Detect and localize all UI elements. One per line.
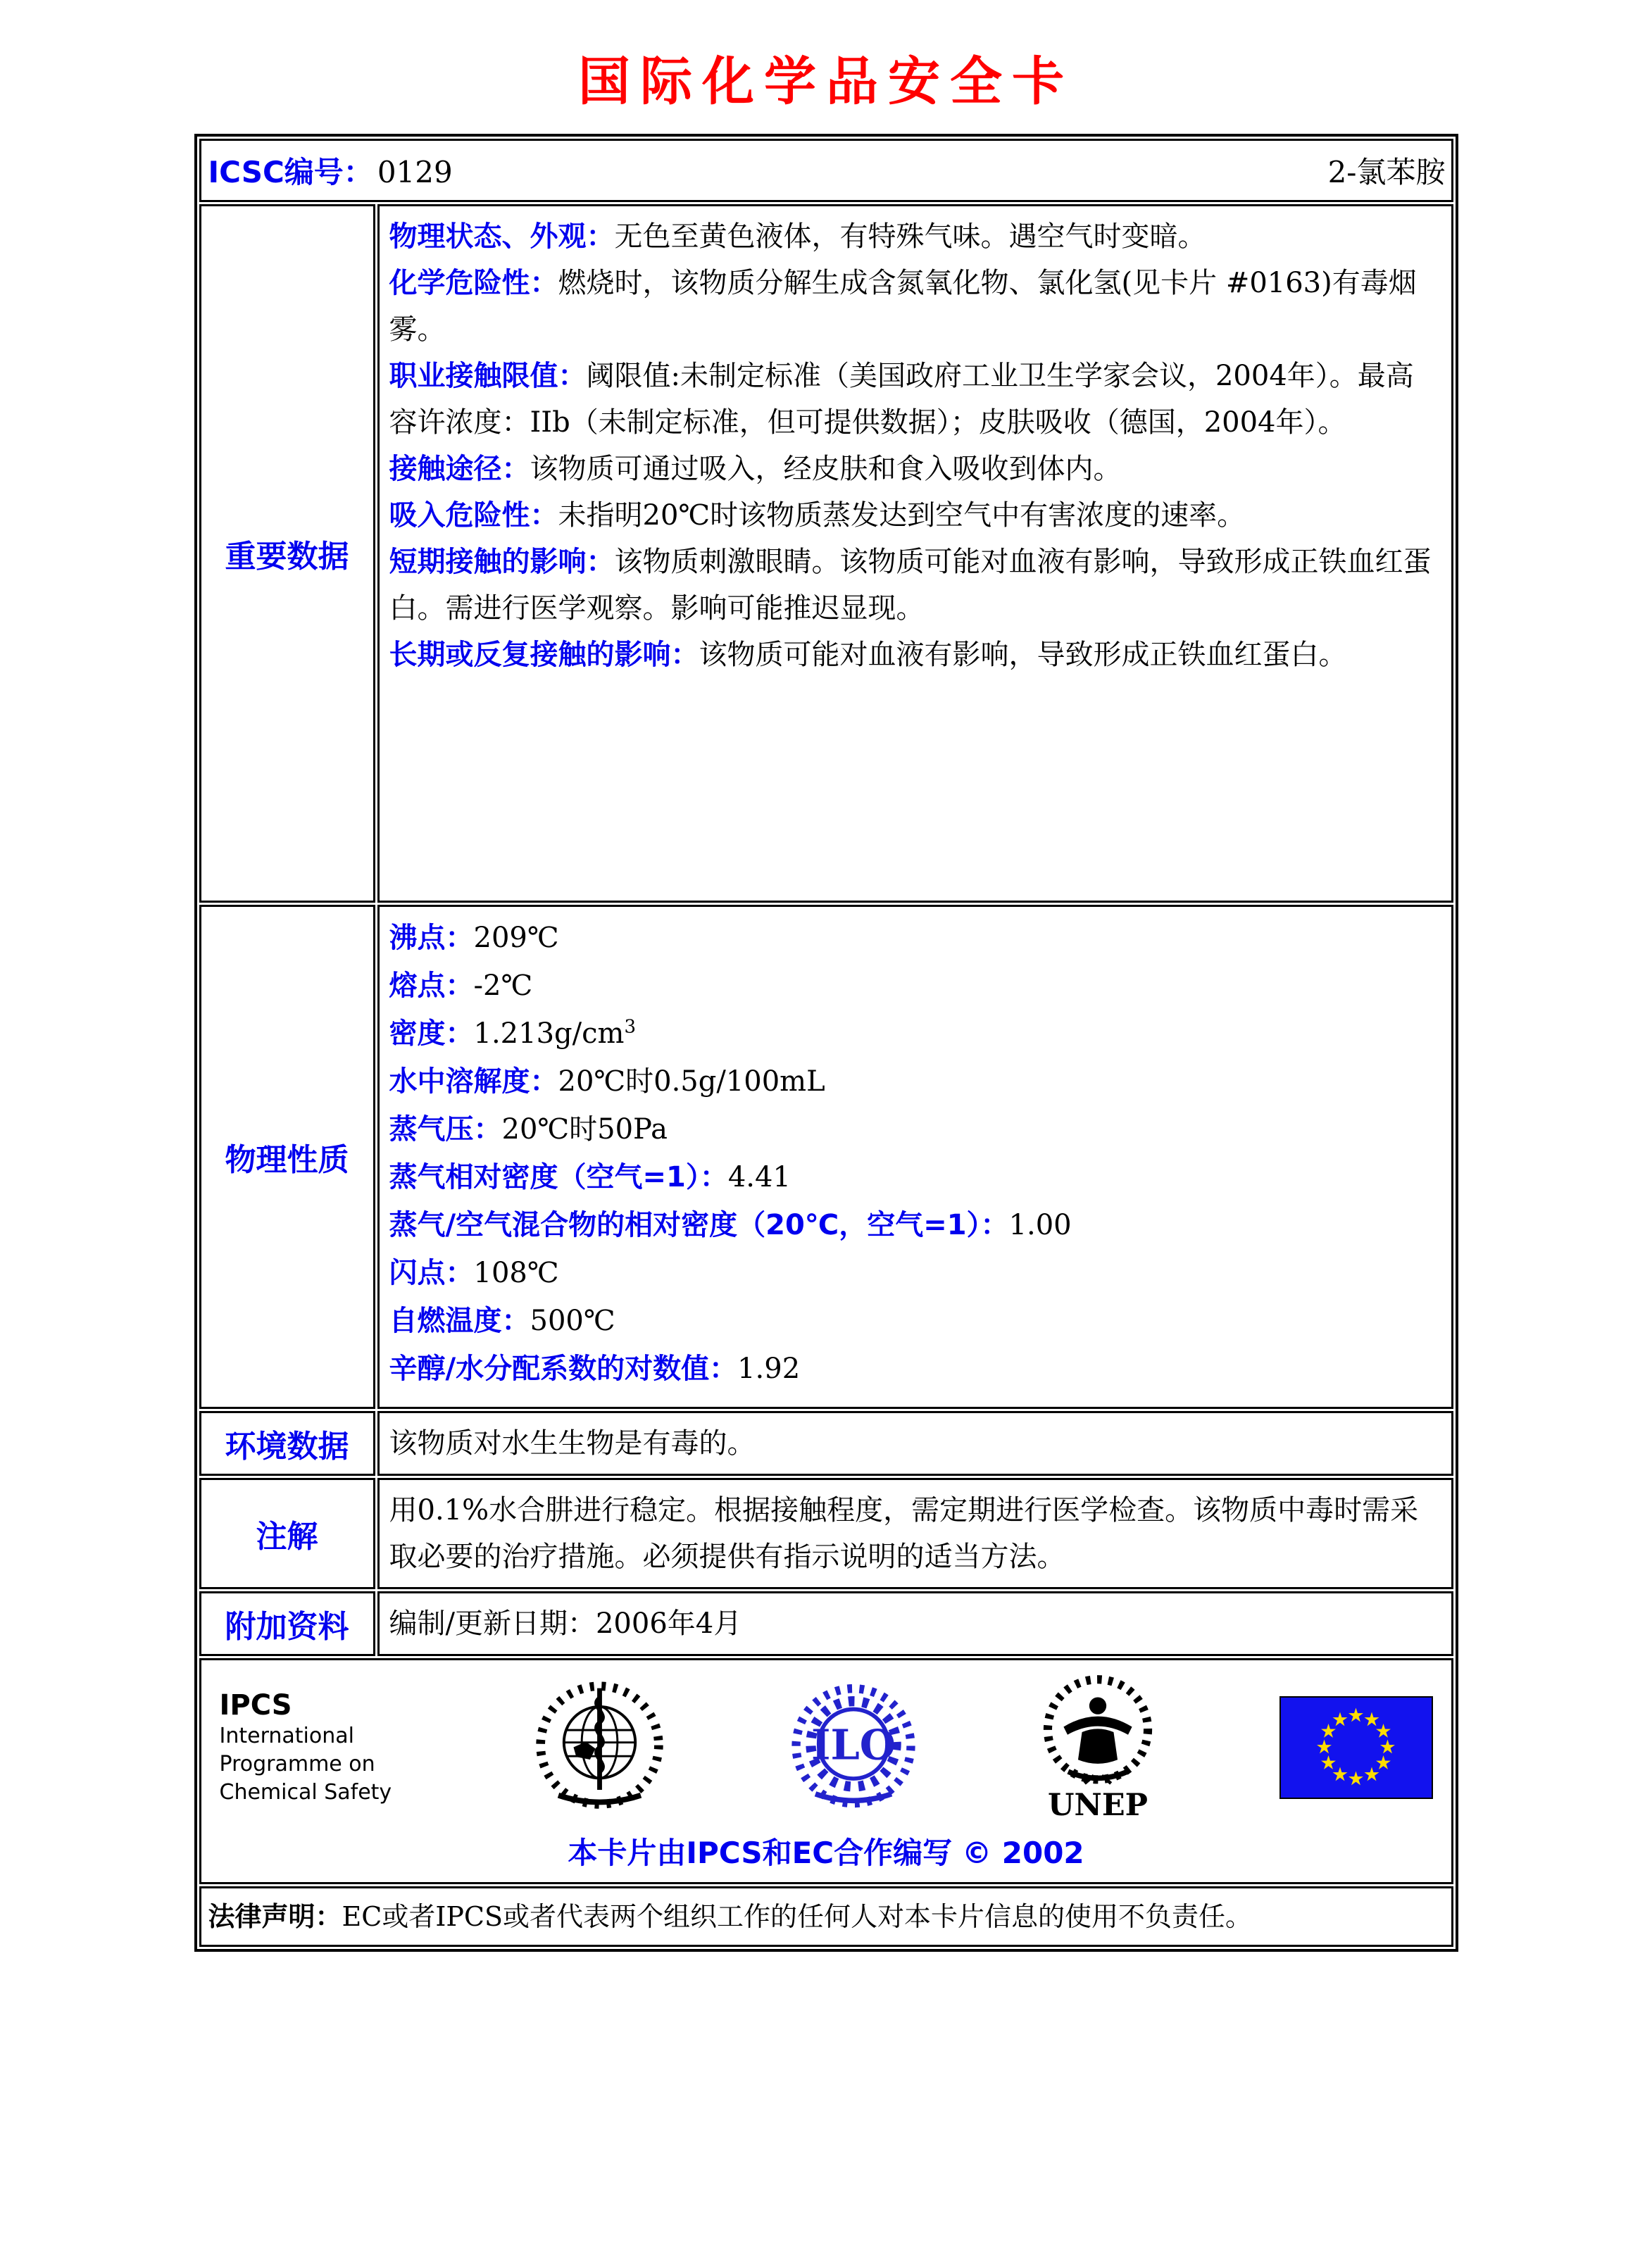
svg-text:ILO: ILO [811, 1720, 896, 1769]
cooperation-caption: 本卡片由IPCS和EC合作编写 © 2002 [568, 1836, 1084, 1870]
field-inhalation-risk: 吸入危险性：未指明20℃时该物质蒸发达到空气中有害浓度的速率。 [389, 499, 1246, 532]
notes-row [199, 1478, 1453, 1589]
physical-properties-content [377, 905, 1453, 1409]
icsc-number-label: ICSC编号： [208, 155, 373, 189]
chemical-name: 2-氯苯胺 [1327, 155, 1446, 189]
additional-info-row [199, 1591, 1453, 1656]
property-flash-point: 闪点：108℃ [389, 1257, 559, 1289]
property-density: 密度：$1.213g/cm^3$ [389, 1016, 636, 1050]
physical-properties-row [199, 905, 1453, 1409]
field-exposure-routes: 接触途径：该物质可通过吸入，经皮肤和食入吸收到体内。 [389, 453, 1122, 485]
unep-label: UNEP [1048, 1787, 1148, 1823]
property-vapor-pressure: 蒸气压：20℃时50Pa [389, 1113, 668, 1146]
logos-row [199, 1658, 1453, 1884]
ipcs-title: IPCS [219, 1688, 292, 1722]
unep-emblem-icon [1038, 1672, 1158, 1823]
section-label-important-data: 重要数据 [199, 204, 375, 903]
header-row [199, 139, 1453, 202]
logos-strip [220, 1672, 1433, 1823]
property-octanol-water: 辛醇/水分配系数的对数值：1.92 [389, 1353, 801, 1385]
field-occupational-limits: 职业接触限值：阈限值:未制定标准（美国政府工业卫生学家会议，2004年）。最高容许浓度：IIb（未制定标准，但可提供数据）；皮肤吸收（德国，2004年）。 [389, 360, 1414, 439]
page-title: 国际化学品安全卡 [578, 51, 1074, 112]
notes-content: 用0.1%水合肼进行稳定。根据接触程度，需定期进行医学检查。该物质中毒时需采取必要的治疗措施。必须提供有指示说明的适当方法。 [377, 1478, 1453, 1589]
field-short-term-effects: 短期接触的影响：该物质刺激眼睛。该物质可能对血液有影响，导致形成正铁血红蛋白。需进行医学观察。影响可能推迟显现。 [389, 546, 1432, 625]
legal-label: 法律声明： [208, 1901, 342, 1932]
icsc-card [194, 134, 1458, 1952]
who-emblem-icon [531, 1679, 668, 1816]
copyright-text: © 2002 [962, 1836, 1084, 1870]
field-long-term-effects: 长期或反复接触的影响：该物质可能对血液有影响，导致形成正铁血红蛋白。 [389, 639, 1347, 671]
section-label-physical-properties: 物理性质 [199, 905, 375, 1409]
environmental-data-row [199, 1411, 1453, 1476]
density-superscript: 3 [624, 1016, 636, 1038]
important-data-content [377, 204, 1453, 903]
eu-flag-icon [1279, 1696, 1433, 1799]
property-melting-point: 熔点：-2℃ [389, 970, 533, 1002]
additional-info-content: 编制/更新日期：2006年4月 [377, 1591, 1453, 1656]
section-label-notes: 注解 [199, 1478, 375, 1589]
icsc-number [208, 149, 453, 192]
legal-row [199, 1886, 1453, 1947]
property-vapor-air-density: 蒸气/空气混合物的相对密度（20℃，空气=1）：1.00 [389, 1209, 1072, 1241]
property-boiling-point: 沸点：209℃ [389, 922, 559, 954]
field-chemical-danger: 化学危险性：燃烧时，该物质分解生成含氮氧化物、氯化氢(见卡片 #0163)有毒烟雾。 [389, 267, 1417, 346]
property-vapor-density: 蒸气相对密度（空气=1）：4.41 [389, 1161, 791, 1193]
environmental-data-content: 该物质对水生生物是有毒的。 [377, 1411, 1453, 1476]
ilo-emblem-icon [790, 1677, 917, 1818]
legal-text: 法律声明：EC或者IPCS或者代表两个组织工作的任何人对本卡片信息的使用不负责任。 [208, 1901, 1253, 1932]
section-label-additional-info: 附加资料 [199, 1591, 375, 1656]
important-data-row [199, 204, 1453, 903]
icsc-number-value: 0129 [377, 155, 453, 189]
ipcs-text-block: IPCS International Programme on Chemical Safety [220, 1688, 410, 1807]
property-autoignition-temp: 自燃温度：500℃ [389, 1305, 615, 1337]
section-label-environmental-data: 环境数据 [199, 1411, 375, 1476]
field-physical-state: 物理状态、外观：无色至黄色液体，有特殊气味。遇空气时变暗。 [389, 220, 1206, 253]
property-water-solubility: 水中溶解度：20℃时0.5g/100mL [389, 1065, 825, 1098]
